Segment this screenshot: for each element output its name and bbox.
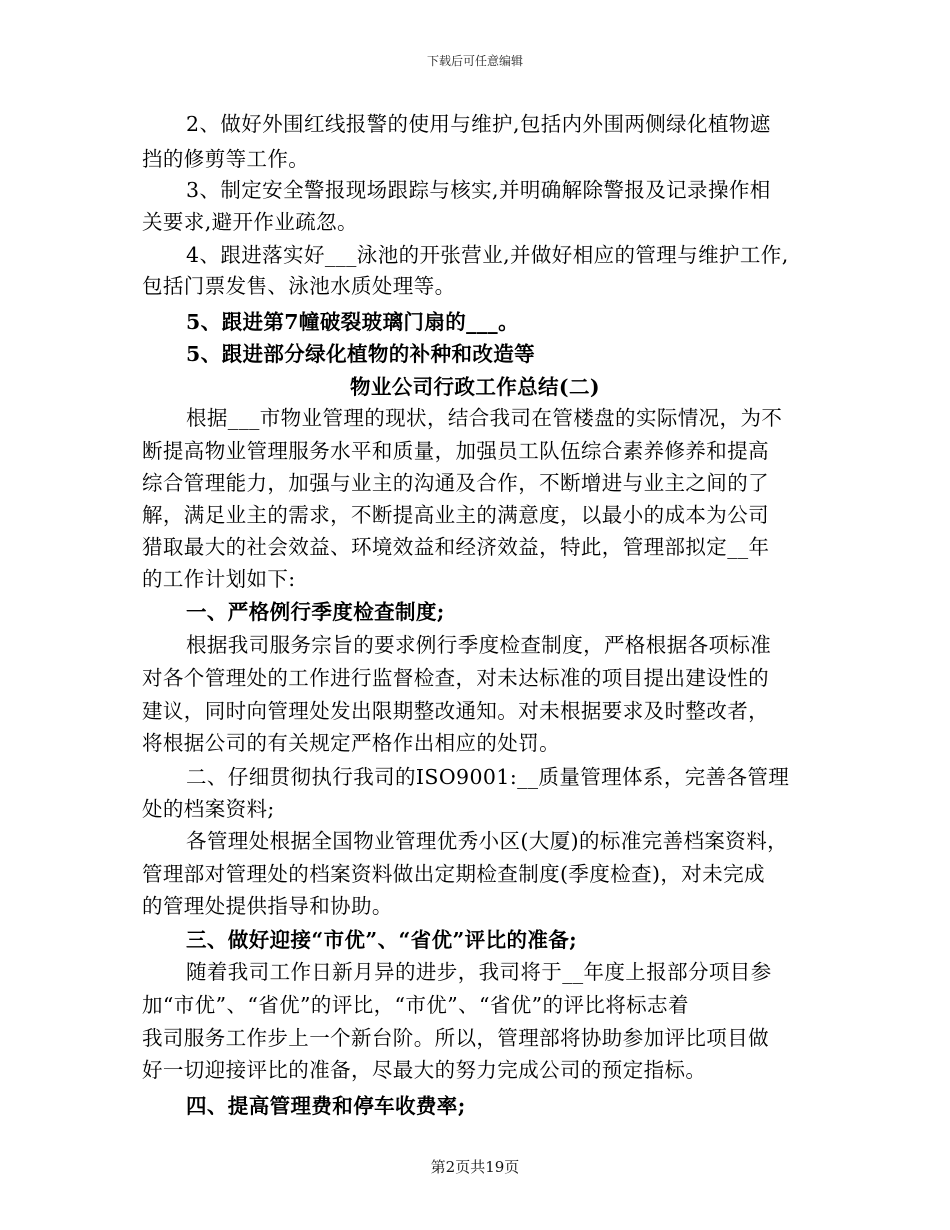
- paragraph-line: 管理部对管理处的档案资料做出定期检查制度(季度检查)，对未完成: [142, 862, 765, 886]
- paragraph-line: 建议，同时向管理处发出限期整改通知。对未根据要求及时整改者，: [142, 699, 769, 723]
- page-number: 第2页共19页: [430, 1158, 520, 1176]
- paragraph-line: 3、制定安全警报现场跟踪与核实,并明确解除警报及记录操作相: [186, 178, 771, 202]
- bold-item-line: 5、跟进部分绿化植物的补种和改造等: [186, 342, 536, 366]
- paragraph-line: 对各个管理处的工作进行监督检查，对未达标准的项目提出建设性的: [142, 666, 769, 690]
- subsection-heading: 一、严格例行季度检查制度;: [186, 600, 445, 624]
- paragraph-line: 挡的修剪等工作。: [142, 147, 310, 171]
- paragraph-line: 我司服务工作步上一个新台阶。所以，管理部将协助参加评比项目做: [142, 1026, 769, 1050]
- paragraph-line: 4、跟进落实好___泳池的开张营业,并做好相应的管理与维护工作,: [186, 243, 789, 267]
- paragraph-line: 2、做好外围红线报警的使用与维护,包括内外围两侧绿化植物遮: [186, 112, 771, 136]
- paragraph-line: 的工作计划如下:: [142, 567, 296, 591]
- bold-item-line: 5、跟进第7幢破裂玻璃门扇的___。: [186, 310, 519, 334]
- paragraph-line: 根据___市物业管理的现状，结合我司在管楼盘的实际情况，为不: [186, 406, 783, 430]
- paragraph-line: 处的档案资料;: [142, 797, 275, 821]
- paragraph-line: 随着我司工作日新月异的进步，我司将于__年度上报部分项目参: [186, 960, 772, 984]
- paragraph-line: 将根据公司的有关规定严格作出相应的处罚。: [142, 731, 560, 755]
- subsection-heading: 三、做好迎接“市优”、“省优”评比的准备;: [186, 928, 578, 952]
- paragraph-line: 好一切迎接评比的准备，尽最大的努力完成公司的预定指标。: [142, 1058, 707, 1082]
- paragraph-line: 关要求,避开作业疏忽。: [142, 210, 358, 234]
- paragraph-line: 解，满足业主的需求，不断提高业主的满意度，以最小的成本为公司: [142, 503, 769, 527]
- subsection-heading: 四、提高管理费和停车收费率;: [186, 1094, 466, 1118]
- page-header-note: 下载后可任意编辑: [426, 54, 523, 68]
- paragraph-line: 根据我司服务宗旨的要求例行季度检查制度，严格根据各项标准: [186, 633, 772, 657]
- paragraph-line: 包括门票发售、泳池水质处理等。: [142, 274, 456, 298]
- paragraph-line: 断提高物业管理服务水平和质量，加强员工队伍综合素养修养和提高: [142, 439, 769, 463]
- paragraph-line: 二、仔细贯彻执行我司的ISO9001:__质量管理体系，完善各管理: [186, 765, 790, 789]
- section-title: 物业公司行政工作总结(二): [349, 375, 601, 399]
- paragraph-line: 加“市优”、“省优”的评比，“市优”、“省优”的评比将标志着: [142, 993, 689, 1017]
- paragraph-line: 猎取最大的社会效益、环境效益和经济效益，特此，管理部拟定__年: [142, 535, 770, 559]
- paragraph-line: 各管理处根据全国物业管理优秀小区(大厦)的标准完善档案资料，: [186, 829, 788, 853]
- paragraph-line: 综合管理能力，加强与业主的沟通及合作，不断增进与业主之间的了: [142, 471, 769, 495]
- paragraph-line: 的管理处提供指导和协助。: [142, 894, 393, 918]
